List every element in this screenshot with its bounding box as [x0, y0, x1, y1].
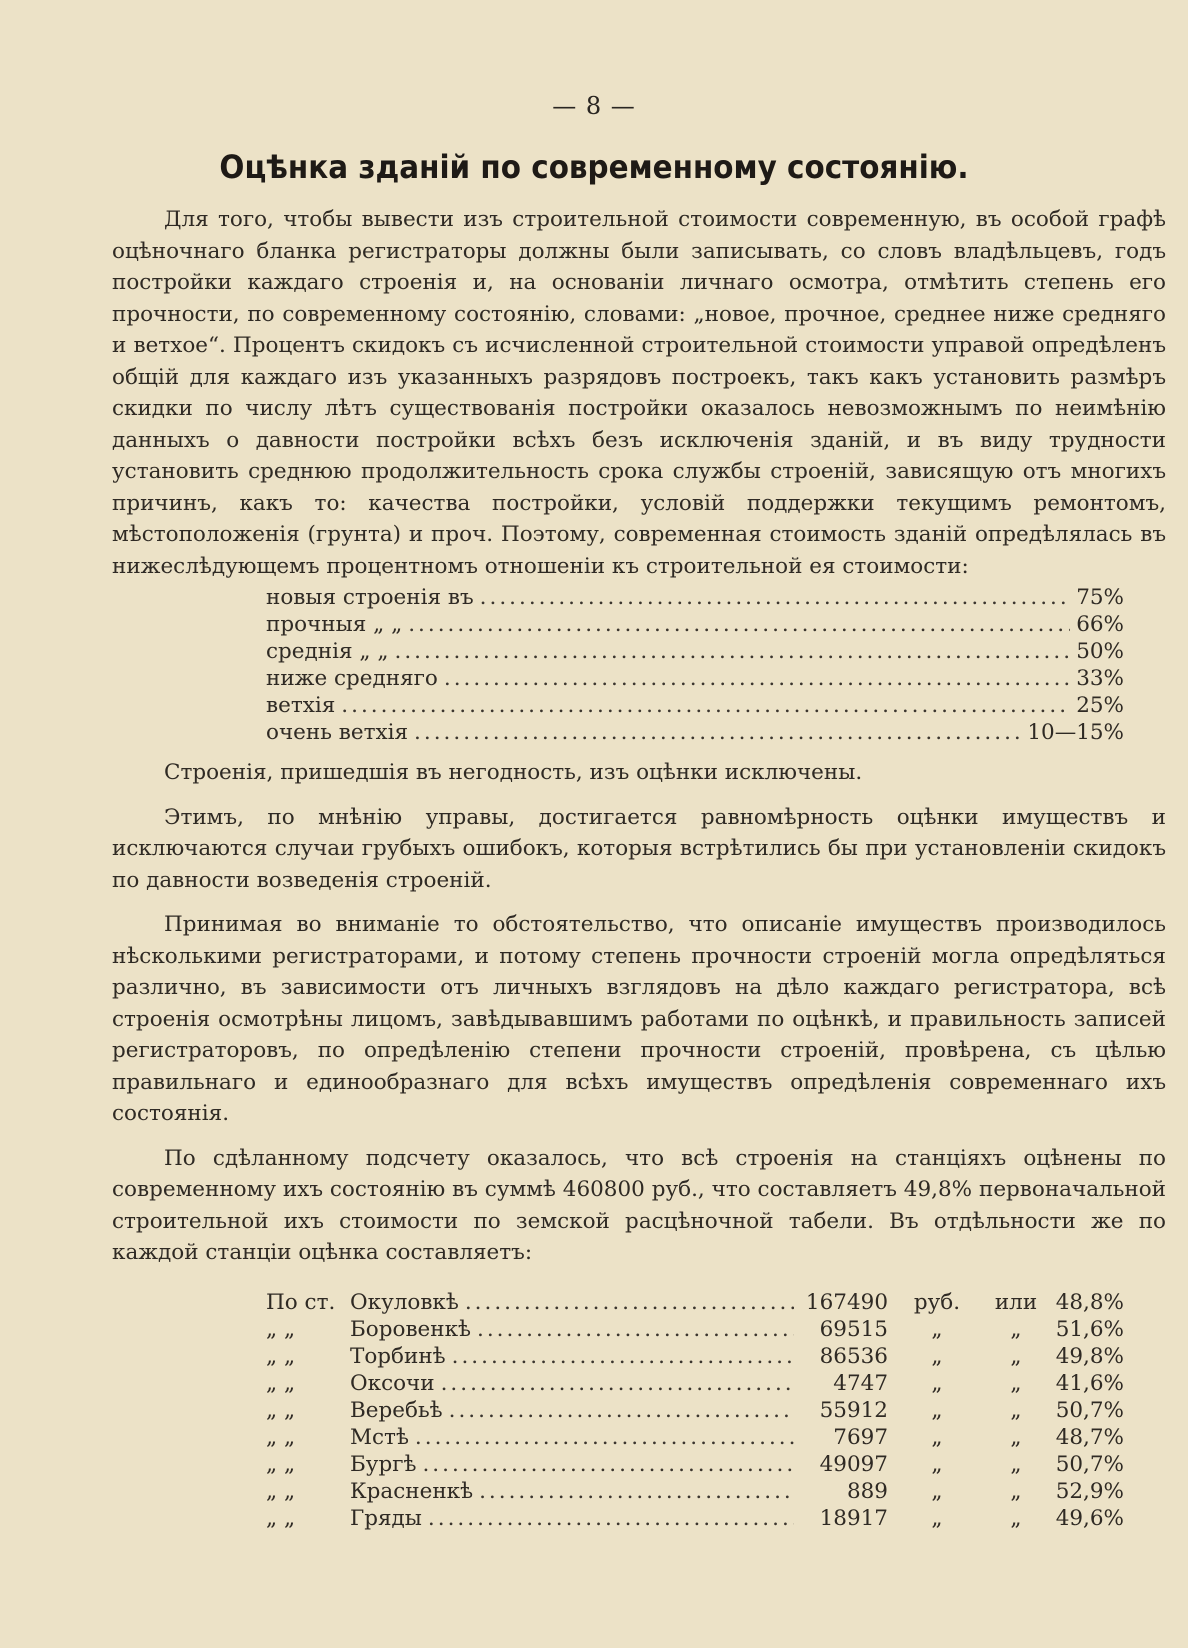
- depreciation-rates-list: [266, 582, 1124, 744]
- rate-name: ниже средняго: [266, 666, 438, 691]
- station-row: [266, 1395, 1124, 1422]
- station-row: [266, 1503, 1124, 1530]
- station-or: „: [1010, 1343, 1022, 1369]
- station-name: Оксочи: [350, 1370, 435, 1396]
- station-prefix: „ „: [266, 1505, 296, 1531]
- station-unit: „: [931, 1451, 943, 1477]
- rate-value: 50%: [1076, 639, 1124, 664]
- station-row: [266, 1314, 1124, 1341]
- rate-name: новыя строенія въ: [266, 585, 474, 610]
- station-or: „: [1010, 1451, 1022, 1477]
- station-percent: 48,7%: [1055, 1424, 1124, 1450]
- rate-value: 10—15%: [1027, 720, 1124, 745]
- station-name: Веребьѣ: [350, 1397, 443, 1423]
- document-body: [112, 204, 1166, 1530]
- station-prefix: „ „: [266, 1424, 296, 1450]
- station-row: [266, 1449, 1124, 1476]
- station-name: Мстѣ: [350, 1424, 409, 1450]
- station-amount: 18917: [819, 1505, 888, 1531]
- paragraph-inspection: Принимая во вниманіе то обстоятельство, что описаніе имуществъ производилось нѣсколькими регистраторами, и потому степень прочности строеній могла опредѣляться различно, въ зависимости отъ личныхъ взглядовъ на дѣло каждаго регистратора, всѣ строенія осмотрѣны лицомъ, завѣдывавшимъ работами по оцѣнкѣ, и правильность записей регистраторовъ, по опредѣленію степени прочности строеній, провѣрена, съ цѣлью правильнаго и единообразнаго для всѣхъ имуществъ опредѣленія современнаго ихъ состоянія.: [112, 912, 1166, 1126]
- section-title: Оцѣнка зданій по современному состоянію.: [219, 148, 969, 186]
- station-or: „: [1010, 1370, 1022, 1396]
- station-percent: 50,7%: [1055, 1397, 1124, 1423]
- station-percent: 50,7%: [1055, 1451, 1124, 1477]
- station-or: „: [1010, 1505, 1022, 1531]
- station-amount: 167490: [805, 1289, 888, 1315]
- station-unit: руб.: [913, 1289, 961, 1315]
- paragraph-uniformity: Этимъ, по мнѣнію управы, достигается равномѣрность оцѣнки имуществъ и исключаются случаи грубыхъ ошибокъ, которыя встрѣтились бы при установленіи скидокъ по давности возведенія строеній.: [112, 804, 1166, 893]
- station-unit: „: [931, 1505, 943, 1531]
- station-amount: 86536: [819, 1343, 888, 1369]
- station-row: [266, 1476, 1124, 1503]
- station-row: [266, 1422, 1124, 1449]
- station-percent: 49,8%: [1055, 1343, 1124, 1369]
- station-name: Красненкѣ: [350, 1478, 474, 1504]
- station-percent: 41,6%: [1055, 1370, 1124, 1396]
- station-name: Торбинѣ: [350, 1343, 446, 1369]
- station-prefix: По ст.: [266, 1289, 336, 1315]
- station-row: [266, 1341, 1124, 1368]
- paragraph-total: По сдѣланному подсчету оказалось, что всѣ строенія на станціяхъ оцѣнены по современному ихъ состоянію въ суммѣ 460800 руб., что составляетъ 49,8% первоначальной строительной ихъ стоимости по земской расцѣночной табели. Въ отдѣльности же по каждой станціи оцѣнка составляетъ:: [112, 1145, 1166, 1265]
- stations-table: [266, 1287, 1124, 1530]
- station-amount: 7697: [833, 1424, 888, 1450]
- station-prefix: „ „: [266, 1370, 296, 1396]
- station-or: „: [1010, 1424, 1022, 1450]
- rate-value: 66%: [1076, 612, 1124, 637]
- station-name: Боровенкѣ: [350, 1316, 472, 1342]
- station-percent: 49,6%: [1055, 1505, 1124, 1531]
- station-name: Бургѣ: [350, 1451, 417, 1477]
- station-unit: „: [931, 1370, 943, 1396]
- station-unit: „: [931, 1397, 943, 1423]
- station-unit: „: [931, 1424, 943, 1450]
- station-amount: 889: [846, 1478, 888, 1504]
- rate-name: прочныя „ „: [266, 612, 403, 637]
- rate-name: ветхія: [266, 693, 336, 718]
- station-amount: 55912: [819, 1397, 888, 1423]
- rate-name: очень ветхія: [266, 720, 409, 745]
- rate-row: [266, 663, 1124, 690]
- station-or: „: [1010, 1316, 1022, 1342]
- rate-value: 25%: [1076, 693, 1124, 718]
- station-prefix: „ „: [266, 1316, 296, 1342]
- station-prefix: „ „: [266, 1343, 296, 1369]
- leader-dots: [414, 717, 1021, 749]
- station-amount: 4747: [833, 1370, 888, 1396]
- station-unit: „: [931, 1343, 943, 1369]
- paragraph-excluded: Строенія, пришедшія въ негодность, изъ оцѣнки исключены.: [164, 760, 863, 785]
- rate-row: [266, 609, 1124, 636]
- station-percent: 52,9%: [1055, 1478, 1124, 1504]
- rate-value: 75%: [1076, 585, 1124, 610]
- station-prefix: „ „: [266, 1478, 296, 1504]
- rate-row: [266, 717, 1124, 744]
- rate-row: [266, 690, 1124, 717]
- paragraph-method: Для того, чтобы вывести изъ строительной стоимости современную, въ особой графѣ оцѣночнаго бланка регистраторы должны были записывать, со словъ владѣльцевъ, годъ постройки каждаго строенія и, на основаніи личнаго осмотра, отмѣтить степень его прочности, по современному состоянію, словами: „новое, прочное, среднее ниже средняго и ветхое“. Процентъ скидокъ съ исчисленной строительной стоимости управой опредѣленъ общій для каждаго изъ указанныхъ разрядовъ построекъ, такъ какъ установить размѣръ скидки по числу лѣтъ существованія постройки оказалось невозможнымъ по неимѣнію данныхъ о давности постройки всѣхъ безъ исключенія зданій, и въ виду трудности установить среднюю продолжительность срока службы строеній, зависящую отъ многихъ причинъ, какъ то: качества постройки, условій поддержки текущимъ ремонтомъ, мѣстоположенія (грунта) и проч. Поэтому, современная стоимость зданій опредѣлялась въ нижеслѣдующемъ процентномъ отношеніи къ строительной ея стоимости:: [112, 207, 1166, 579]
- station-amount: 49097: [819, 1451, 888, 1477]
- rate-row: [266, 582, 1124, 609]
- station-unit: „: [931, 1478, 943, 1504]
- page-number: — 8 —: [552, 92, 636, 120]
- station-amount: 69515: [819, 1316, 888, 1342]
- station-prefix: „ „: [266, 1451, 296, 1477]
- station-percent: 51,6%: [1055, 1316, 1124, 1342]
- rate-value: 33%: [1076, 666, 1124, 691]
- station-name: Окуловкѣ: [350, 1289, 459, 1315]
- rate-name: среднія „ „: [266, 639, 389, 664]
- station-name: Гряды: [350, 1505, 422, 1531]
- station-row: [266, 1368, 1124, 1395]
- station-prefix: „ „: [266, 1397, 296, 1423]
- station-or: „: [1010, 1478, 1022, 1504]
- rate-row: [266, 636, 1124, 663]
- station-unit: „: [931, 1316, 943, 1342]
- station-row: [266, 1287, 1124, 1314]
- station-or: или: [994, 1289, 1038, 1315]
- leader-dots: [428, 1503, 794, 1535]
- station-percent: 48,8%: [1055, 1289, 1124, 1315]
- station-or: „: [1010, 1397, 1022, 1423]
